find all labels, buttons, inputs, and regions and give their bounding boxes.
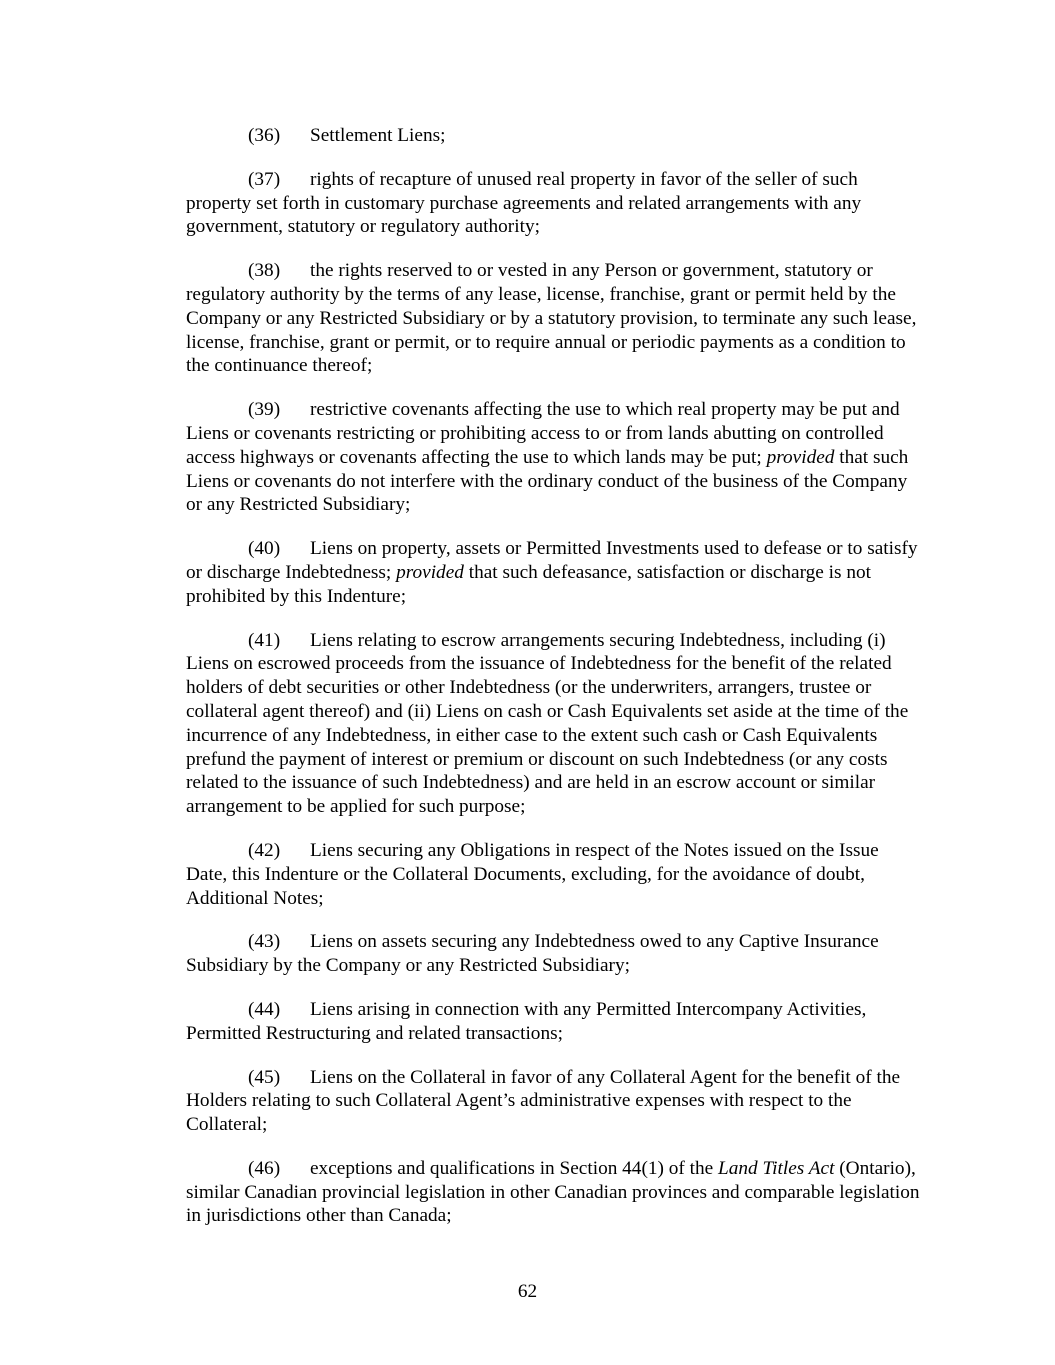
clause-number: (42)	[248, 839, 281, 861]
clause-text: that such Liens or covenants do not interfere with the ordinary conduct of the business of the Company or any Restricted Subsidiary;	[186, 446, 909, 516]
clause-text: rights of recapture of unused real property in favor of the seller of such property set forth in customary purchase agreements and related arrangements with any government, statutory or regulatory authority;	[186, 168, 862, 238]
clause-number: (40)	[248, 538, 281, 560]
clause-41	[186, 629, 922, 819]
clause-text-italic: provided	[766, 446, 835, 468]
clause-number: (43)	[248, 931, 281, 953]
page-number: 62	[517, 1281, 538, 1302]
clause-text: Liens arising in connection with any Permitted Intercompany Activities, Permitted Restructuring and related transactions;	[186, 998, 867, 1044]
clause-text: Liens securing any Obligations in respect of the Notes issued on the Issue Date, this Indenture or the Collateral Documents, excluding, for the avoidance of doubt, Additional Notes;	[186, 839, 879, 909]
clause-number: (37)	[248, 168, 281, 190]
clause-text: Liens on assets securing any Indebtedness owed to any Captive Insurance Subsidiary by the Company or any Restricted Subsidiary;	[186, 931, 879, 977]
clause-number: (36)	[248, 125, 281, 146]
clause-text: (Ontario), similar Canadian provincial legislation in other Canadian provinces and comparable legislation in jurisdictions other than Canada;	[186, 1157, 920, 1227]
clause-text: restrictive covenants affecting the use to which real property may be put and Liens or covenants restricting or prohibiting access to or from lands abutting on controlled access highways or covenants affecting the use to which lands may be put;	[186, 399, 900, 468]
clause-text-italic: provided	[396, 561, 464, 583]
document-body	[186, 124, 922, 1248]
clause-36	[186, 124, 922, 148]
clause-text-italic: Land Titles Act	[718, 1157, 835, 1179]
clause-number: (44)	[248, 998, 281, 1020]
clause-number: (46)	[248, 1157, 281, 1179]
clause-number: (45)	[248, 1066, 281, 1088]
clause-38	[186, 259, 922, 378]
clause-text: that such defeasance, satisfaction or discharge is not prohibited by this Indenture;	[186, 561, 871, 607]
clause-text: Liens on the Collateral in favor of any Collateral Agent for the benefit of the Holders relating to such Collateral Agent’s administrative expenses with respect to the Collateral;	[186, 1066, 901, 1136]
clause-37	[186, 168, 922, 239]
clause-40	[186, 537, 922, 608]
clause-43	[186, 930, 922, 978]
clause-42	[186, 839, 922, 910]
clause-number: (39)	[248, 399, 281, 421]
clause-number: (41)	[248, 629, 281, 651]
clause-text: the rights reserved to or vested in any Person or government, statutory or regulatory authority by the terms of any lease, license, franchise, grant or permit held by the Company or any Restricted Subsidiary or by a statutory provision, to terminate any such lease, license, franchise, grant or permit, or to require annual or periodic payments as a condition to the continuance thereof;	[186, 260, 917, 377]
clause-45	[186, 1066, 922, 1137]
clause-text: exceptions and qualifications in Section 44(1) of the	[310, 1157, 719, 1179]
clause-46	[186, 1157, 922, 1228]
clause-number: (38)	[248, 260, 281, 282]
clause-text: Liens on property, assets or Permitted Investments used to defease or to satisfy or discharge Indebtedness;	[186, 538, 918, 583]
clause-text: Liens relating to escrow arrangements securing Indebtedness, including (i) Liens on escrowed proceeds from the issuance of Indebtedness for the benefit of the related holders of debt securities or other Indebtedness (or the underwriters, arrangers, trustee or collateral agent thereof) and (ii) Liens on cash or Cash Equivalents set aside at the time of the incurrence of any Indebtedness, in either case to the extent such cash or Cash Equivalents prefund the payment of interest or premium or discount on such Indebtedness (or any costs related to the issuance of such Indebtedness) and are held in an escrow account or similar arrangement to be applied for such purpose;	[186, 629, 909, 818]
clause-44	[186, 998, 922, 1046]
clause-text: Settlement Liens;	[310, 125, 446, 146]
clause-39	[186, 398, 922, 517]
